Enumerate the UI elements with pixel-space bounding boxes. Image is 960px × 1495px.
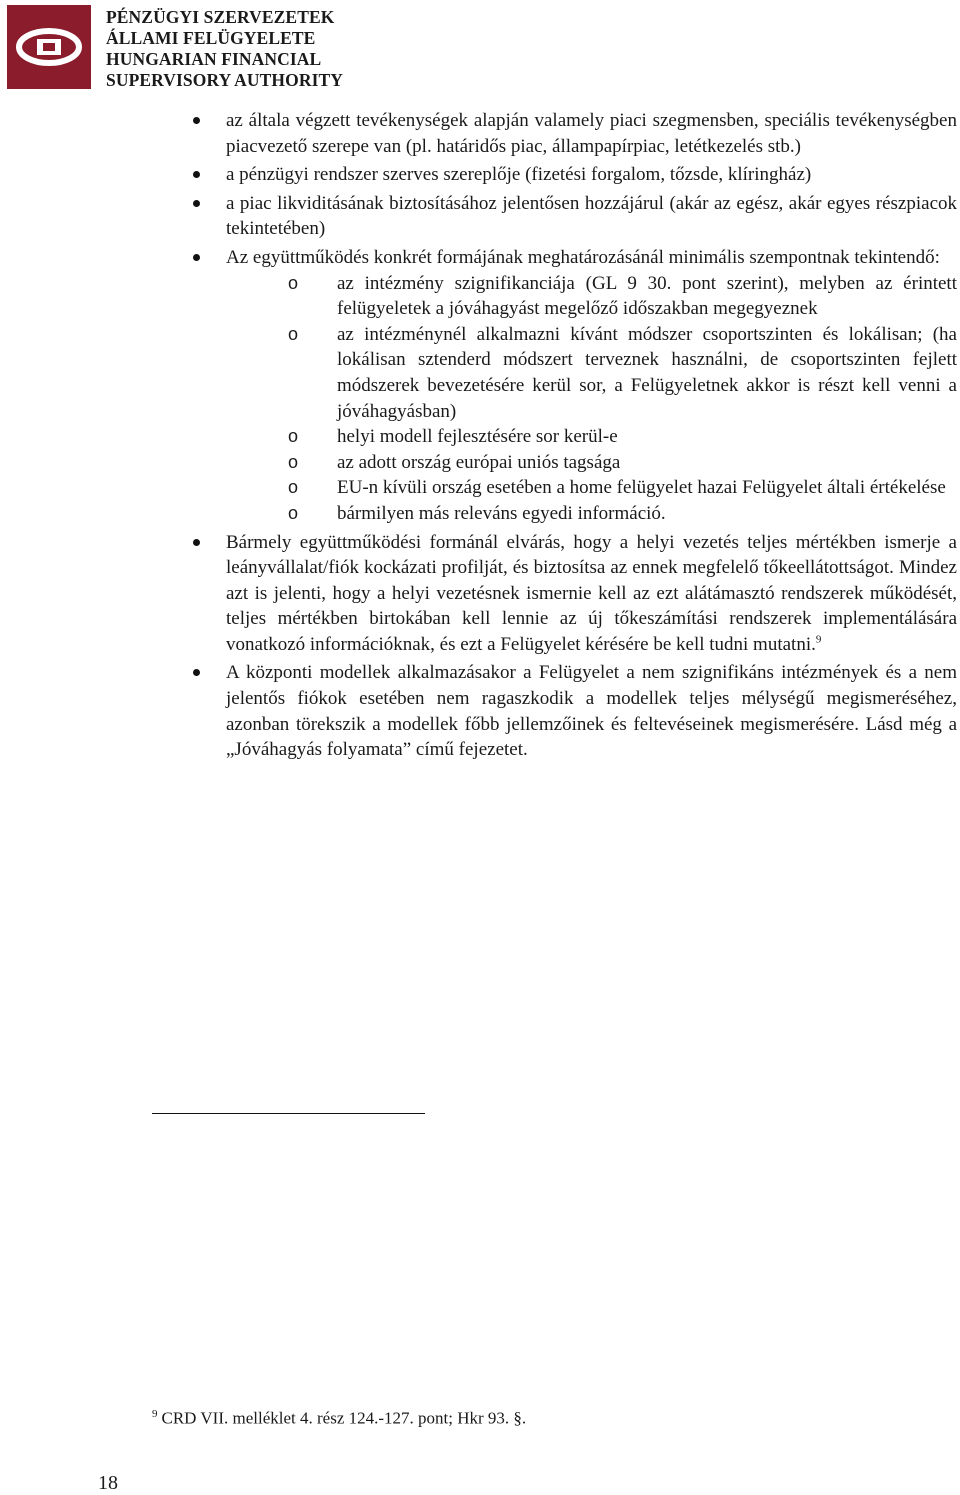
circle-bullet-icon: o	[288, 272, 299, 293]
circle-bullet-icon: o	[288, 477, 299, 498]
list-item-text: az általa végzett tevékenységek alapján valamely piaci szegmensben, speciális tevékenységben piacvezető szerepe van (pl. határidős piac, állampapírpiac, letétkezelés stb.)	[226, 110, 957, 157]
circle-bullet-icon: o	[288, 323, 299, 344]
footnote-text: CRD VII. melléklet 4. rész 124.-127. pont; Hkr 93. §.	[161, 1408, 527, 1428]
sub-list-item-text: helyi modell fejlesztésére sor kerül-e	[337, 426, 618, 448]
circle-bullet-icon: o	[288, 426, 299, 447]
organization-name	[106, 7, 343, 91]
authority-logo	[7, 5, 91, 89]
org-name-line: SUPERVISORY AUTHORITY	[106, 70, 343, 90]
org-name-line: PÉNZÜGYI SZERVEZETEK	[106, 7, 335, 27]
bullet-icon	[193, 117, 200, 124]
org-name-line: HUNGARIAN FINANCIAL	[106, 49, 322, 69]
list-item	[226, 162, 957, 188]
page-header	[7, 5, 367, 90]
list-item-text: Az együttműködés konkrét formájának meghatározásánál minimális szempontnak tekintendő:	[226, 246, 940, 268]
sub-list-item	[288, 501, 957, 527]
logo-emblem-icon	[7, 5, 91, 89]
list-item-text: a pénzügyi rendszer szerves szereplője (fizetési forgalom, tőzsde, klíringház)	[226, 164, 812, 186]
list-item-text: A központi modellek alkalmazásakor a Felügyelet a nem szignifikáns intézmények és a nem jelentős fiókok esetében nem ragaszkodik a modellek teljes mélységű megismeréséhez, azonban törekszik a modellek főbb jellemzőinek és feltevéseinek megismerésére. Lásd még a „Jóváhagyás folyamata” című fejezetet.	[226, 662, 957, 761]
body-text	[0, 108, 960, 763]
sub-list-item-text: az intézménynél alkalmazni kívánt módszer csoportszinten és lokálisan; (ha lokálisan sztenderd módszert terveznek használni, de csoportszinten fejlett módszerek bevezetésére kerül sor, a Felügyeletnek akkor is részt kell venni a jóváhagyásban)	[337, 323, 957, 422]
bullet-icon	[193, 669, 200, 676]
list-item-text: Bármely együttműködési formánál elvárás, hogy a helyi vezetés teljes mértékben ismerje a leányvállalat/fiók kockázati profilját, és biztosítsa az ennek megfelelő tőkeellátottságot. Mindez azt is jelenti, hogy a helyi vezetésnek ismernie kell az ezt alátámasztó rendszerek működését, teljes mértékben birtokában kell lennie az új tőkeszámítási rendszerek implementálására vonatkozó információknak, és ezt a Felügyelet kérésére be kell tudni mutatni.	[226, 531, 957, 655]
list-item	[226, 245, 957, 271]
sub-list-item	[288, 424, 957, 450]
list-item-text: a piac likviditásának biztosításához jelentősen hozzájárul (akár az egész, akár egyes részpiacok tekintetében)	[226, 192, 957, 240]
bullet-icon	[193, 171, 200, 178]
sub-list-item	[288, 475, 957, 501]
bullet-icon	[193, 254, 200, 261]
circle-bullet-icon: o	[288, 502, 299, 523]
footnote-reference[interactable]: 9	[815, 633, 822, 646]
org-name-line: ÁLLAMI FELÜGYELETE	[106, 28, 316, 48]
sub-list-item	[288, 450, 957, 476]
circle-bullet-icon: o	[288, 451, 299, 472]
bullet-icon	[193, 200, 200, 207]
bullet-icon	[193, 539, 200, 546]
footnote-separator	[152, 1113, 425, 1114]
list-item	[226, 660, 957, 762]
list-item	[226, 530, 957, 658]
sub-list-item-text: bármilyen más releváns egyedi információ.	[337, 502, 666, 524]
footnote	[152, 1408, 526, 1429]
sub-list-item	[288, 322, 957, 424]
page-number: 18	[98, 1472, 118, 1494]
sub-list-item-text: az adott ország európai uniós tagsága	[337, 451, 621, 473]
sub-list-item-text: EU-n kívüli ország esetében a home felügyelet hazai Felügyelet általi értékelése	[337, 477, 946, 499]
sub-list-item-text: az intézmény szignifikanciája (GL 9 30. pont szerint), melyben az érintett felügyeletek a jóváhagyást megelőző időszakban megegyeznek	[337, 272, 957, 320]
footnote-number: 9	[152, 1408, 158, 1420]
list-item	[226, 108, 957, 159]
sub-list-item	[288, 271, 957, 322]
list-item	[226, 191, 957, 242]
